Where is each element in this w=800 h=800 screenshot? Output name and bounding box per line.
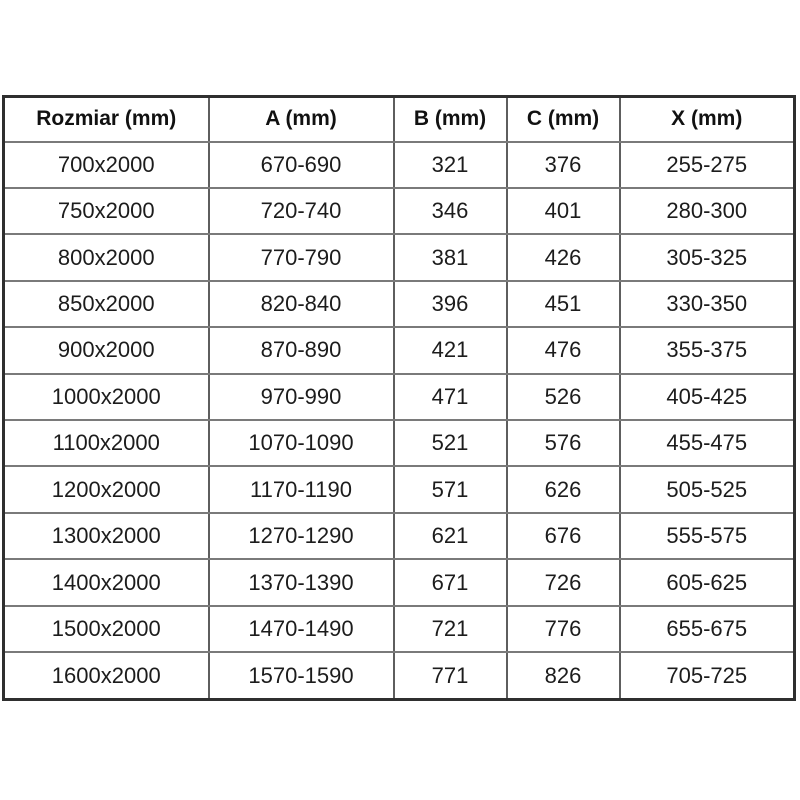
table-cell: 771 <box>394 652 507 699</box>
table-cell: 655-675 <box>620 606 795 652</box>
table-cell: 555-575 <box>620 513 795 559</box>
table-header <box>4 97 795 142</box>
table-cell: 671 <box>394 559 507 605</box>
column-header: A (mm) <box>209 97 394 142</box>
table-row <box>4 234 795 280</box>
column-header: C (mm) <box>507 97 620 142</box>
table-cell: 376 <box>507 142 620 188</box>
table-cell: 850x2000 <box>4 281 209 327</box>
table-cell: 770-790 <box>209 234 394 280</box>
column-header: B (mm) <box>394 97 507 142</box>
table-cell: 355-375 <box>620 327 795 373</box>
table-cell: 700x2000 <box>4 142 209 188</box>
table-row <box>4 142 795 188</box>
table-cell: 750x2000 <box>4 188 209 234</box>
table-cell: 1600x2000 <box>4 652 209 699</box>
table-cell: 1270-1290 <box>209 513 394 559</box>
table-cell: 576 <box>507 420 620 466</box>
table-cell: 1470-1490 <box>209 606 394 652</box>
table-cell: 421 <box>394 327 507 373</box>
table-cell: 396 <box>394 281 507 327</box>
size-spec-table <box>2 95 796 701</box>
table-cell: 820-840 <box>209 281 394 327</box>
table-cell: 670-690 <box>209 142 394 188</box>
table-body <box>4 142 795 700</box>
table-cell: 305-325 <box>620 234 795 280</box>
table-row <box>4 327 795 373</box>
table-cell: 455-475 <box>620 420 795 466</box>
table-row <box>4 188 795 234</box>
table-cell: 1300x2000 <box>4 513 209 559</box>
table-cell: 1000x2000 <box>4 374 209 420</box>
table-cell: 1100x2000 <box>4 420 209 466</box>
table-cell: 621 <box>394 513 507 559</box>
table-cell: 321 <box>394 142 507 188</box>
table-cell: 1400x2000 <box>4 559 209 605</box>
table-cell: 800x2000 <box>4 234 209 280</box>
table-cell: 471 <box>394 374 507 420</box>
table-cell: 721 <box>394 606 507 652</box>
table-row <box>4 559 795 605</box>
header-row <box>4 97 795 142</box>
table-cell: 521 <box>394 420 507 466</box>
table-cell: 451 <box>507 281 620 327</box>
table-cell: 405-425 <box>620 374 795 420</box>
table-cell: 705-725 <box>620 652 795 699</box>
table-row <box>4 466 795 512</box>
table-cell: 676 <box>507 513 620 559</box>
table-cell: 626 <box>507 466 620 512</box>
table-row <box>4 513 795 559</box>
table-cell: 726 <box>507 559 620 605</box>
table-cell: 255-275 <box>620 142 795 188</box>
table-cell: 605-625 <box>620 559 795 605</box>
table-cell: 426 <box>507 234 620 280</box>
column-header: Rozmiar (mm) <box>4 97 209 142</box>
table-cell: 970-990 <box>209 374 394 420</box>
table-cell: 826 <box>507 652 620 699</box>
table-cell: 526 <box>507 374 620 420</box>
table-row <box>4 606 795 652</box>
table-cell: 1570-1590 <box>209 652 394 699</box>
table-cell: 776 <box>507 606 620 652</box>
table-row <box>4 420 795 466</box>
table-row <box>4 374 795 420</box>
table-cell: 870-890 <box>209 327 394 373</box>
table-cell: 1070-1090 <box>209 420 394 466</box>
table-cell: 1170-1190 <box>209 466 394 512</box>
table-row <box>4 281 795 327</box>
table-cell: 401 <box>507 188 620 234</box>
table-cell: 330-350 <box>620 281 795 327</box>
table-row <box>4 652 795 699</box>
table-cell: 476 <box>507 327 620 373</box>
table-cell: 280-300 <box>620 188 795 234</box>
table-cell: 900x2000 <box>4 327 209 373</box>
table-cell: 505-525 <box>620 466 795 512</box>
table-cell: 571 <box>394 466 507 512</box>
table-cell: 1200x2000 <box>4 466 209 512</box>
table-cell: 346 <box>394 188 507 234</box>
table-cell: 1500x2000 <box>4 606 209 652</box>
table-cell: 381 <box>394 234 507 280</box>
table-cell: 1370-1390 <box>209 559 394 605</box>
table-cell: 720-740 <box>209 188 394 234</box>
column-header: X (mm) <box>620 97 795 142</box>
